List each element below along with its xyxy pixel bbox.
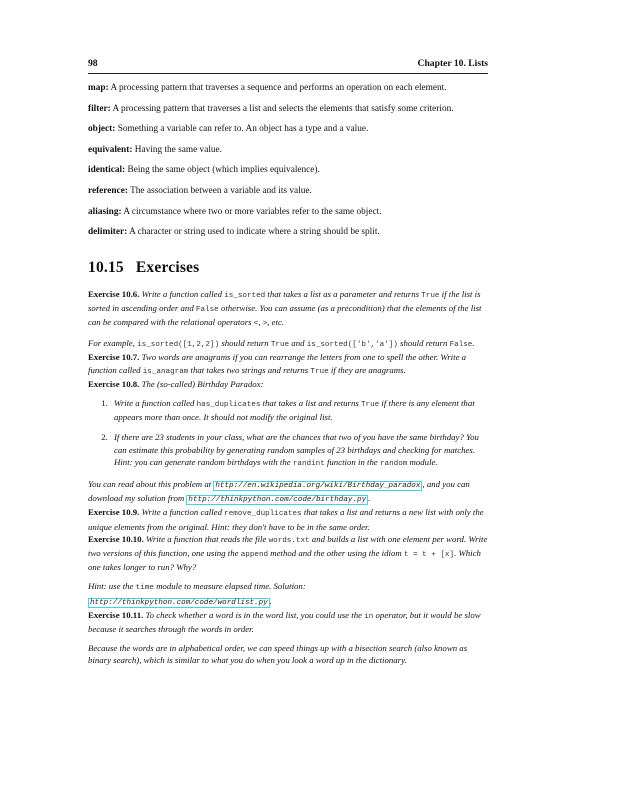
section-heading: 10.15 Exercises	[88, 258, 200, 276]
exercise-10-10-hint: Hint: use the time module to measure elapsed time. Solution: http://thinkpython.com/code/wordlist.py .	[88, 581, 306, 607]
glossary	[88, 82, 488, 239]
glossary-item: identical: Being the same object (which implies equivalence).	[88, 165, 320, 176]
book-page	[88, 58, 488, 667]
exercise-10-8: Exercise 10.8. The (so-called) Birthday Paradox:	[88, 378, 264, 389]
page-number: 98	[88, 58, 98, 69]
exercise-10-8-list	[88, 397, 488, 470]
exercise-10-11: Exercise 10.11. To check whether a word is in the word list, you could use the in operator, but it would be slow because it searches through the words in order.	[88, 609, 481, 635]
exercise-10-6-example: For example, is_sorted([1,2,2]) should return True and is_sorted(['b','a']) should return False.	[88, 338, 475, 350]
glossary-item: equivalent: Having the same value.	[88, 144, 223, 155]
glossary-item: reference: The association between a variable and its value.	[88, 185, 312, 196]
exercise-10-7: Exercise 10.7. Two words are anagrams if you can rearrange the letters from one to spell the other. Write a function called is_anagram that takes two strings and returns True if they are anagrams.	[88, 352, 467, 376]
glossary-item: aliasing: A circumstance where two or more variables refer to the same object.	[88, 206, 382, 217]
glossary-item: map: A processing pattern that traverses a sequence and performs an operation on each element.	[88, 83, 447, 93]
exercise-10-8-links: You can read about this problem at http://en.wikipedia.org/wiki/Birthday_paradox , and you can download my solution from http://thinkpython.com/code/birthday.py .	[88, 479, 470, 505]
glossary-item: delimiter: A character or string used to indicate where a string should be split.	[88, 227, 380, 238]
chapter-title: Chapter 10. Lists	[417, 58, 488, 69]
exercise-10-6: Exercise 10.6. Write a function called is_sorted that takes a list as a parameter and returns True if the list is sorted in ascending order and False otherwise. You can assume (as a precondition) that the elements of the list can be compared with the relational operators <, >, etc.	[88, 288, 482, 328]
exercise-10-11-paragraph: Because the words are in alphabetical order, we can speed things up with a bisection search (also known as binary search), which is similar to what you do when you look a word up in the dictionary.	[88, 643, 468, 666]
page-header	[88, 58, 488, 74]
glossary-item: filter: A processing pattern that traverses a list and selects the elements that satisfy some criterion.	[88, 103, 454, 114]
birthday-solution-link[interactable]: http://thinkpython.com/code/birthday.py	[188, 496, 367, 505]
wordlist-solution-link[interactable]: http://thinkpython.com/code/wordlist.py	[90, 598, 268, 607]
list-item: 1. Write a function called has_duplicates that takes a list and returns True if there is any element that appears more than once. It should not modify the original list.	[110, 397, 488, 423]
glossary-item: object: Something a variable can refer to. An object has a type and a value.	[88, 124, 369, 135]
birthday-paradox-link[interactable]: http://en.wikipedia.org/wiki/Birthday_paradox	[215, 482, 421, 490]
exercise-10-9: Exercise 10.9. Write a function called remove_duplicates that takes a list and returns a new list with only the unique elements from the original. Hint: they don't have to be in the same order.	[88, 507, 484, 532]
exercise-10-10: Exercise 10.10. Write a function that reads the file words.txt and builds a list with one element per word. Write two versions of this function, one using the append method and the other using the idiom t = t + [x]. Which one takes longer to run? Why?	[88, 533, 488, 573]
list-item: 2. If there are 23 students in your class, what are the chances that two of you have the same birthday? You can estimate this probability by generating random samples of 23 birthdays and checking for matches. Hint: you can generate random birthdays with the randint function in the random module.	[110, 431, 488, 470]
